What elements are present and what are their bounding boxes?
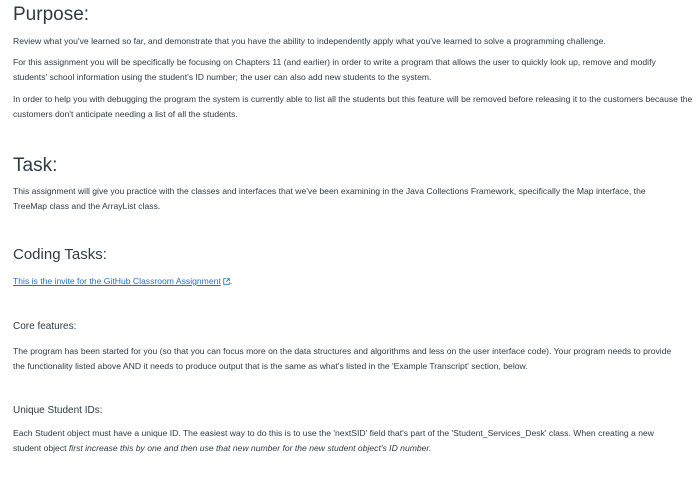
- unique-student-ids-label: Unique Student IDs:: [13, 405, 103, 416]
- purpose-heading: Purpose:: [13, 4, 90, 25]
- external-link-icon[interactable]: [223, 276, 233, 286]
- core-features-label: Core features:: [13, 321, 77, 332]
- unique-ids-text: Each Student object must have a unique ID. The easiest way to do this is to use the 'nextSID' field that's part of the 'Student_Services_Desk' class. When creating a new student object: [13, 428, 654, 453]
- task-paragraph-1: This assignment will give you practice with the classes and interfaces that we've been examining in the Java Collections Framework, specifically the Map interface, the TreeMap class and the ArrayList class.: [13, 186, 646, 211]
- coding-tasks-heading: Coding Tasks:: [13, 246, 107, 263]
- coding-tasks-link-line: [13, 274, 693, 289]
- unique-student-ids-paragraph: [13, 426, 675, 455]
- purpose-paragraph-3: In order to help you with debugging the program the system is currently able to list all the students but this feature will be removed before releasing it to the customers because the customers don't anticipate needing a list of all the students.: [13, 94, 693, 119]
- purpose-paragraph-1: Review what you've learned so far, and demonstrate that you have the ability to independently apply what you've learned to solve a programming challenge.: [13, 36, 606, 46]
- core-features-paragraph: The program has been started for you (so that you can focus more on the data structures and algorithms and less on the user interface code). Your program needs to provide the functionality listed above AND it needs to produce output that is the same as what's listed in the 'Example Transcript' section, below.: [13, 346, 672, 371]
- github-classroom-invite-link[interactable]: This is the invite for the GitHub Classroom Assignment: [13, 276, 221, 286]
- purpose-paragraph-2: For this assignment you will be specifically be focusing on Chapters 11 (and earlier) in order to write a program that allows the user to quickly look up, remove and modify students' school information using the student's ID number; the user can also add new students to the system.: [13, 57, 656, 82]
- unique-ids-emphasis: first increase this by one and then use that new number for the new student object's ID number.: [68, 442, 432, 453]
- link-suffix: .: [229, 276, 233, 286]
- task-heading: Task:: [13, 155, 58, 176]
